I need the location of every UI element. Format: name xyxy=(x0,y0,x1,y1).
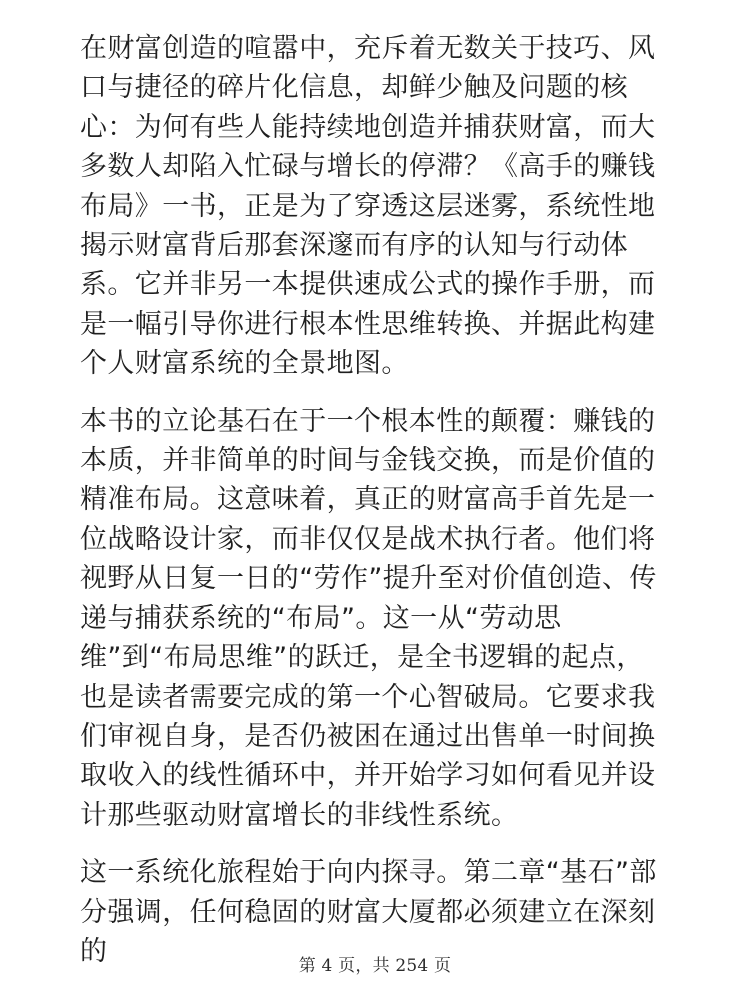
page-number-footer: 第 4 页，共 254 页 xyxy=(298,956,452,976)
document-body xyxy=(80,29,670,971)
paragraph-core-thesis: 本书的立论基石在于一个根本性的颠覆：赚钱的本质，并非简单的时间与金钱交换，而是价值的精准布局。这意味着，真正的财富高手首先是一位战略设计家，而非仅仅是战术执行者。他们将视野从日复一日的“劳作”提升至对价值创造、传递与捕获系统的“布局”。这一从“劳动思维”到“布局思维”的跃迁，是全书逻辑的起点，也是读者需要完成的第一个心智破局。它要求我们审视自身，是否仍被困在通过出售单一时间换取收入的线性循环中，并开始学习如何看见并设计那些驱动财富增长的非线性系统。 xyxy=(80,405,657,831)
paragraph-intro: 在财富创造的喧嚣中，充斥着无数关于技巧、风口与捷径的碎片化信息，却鲜少触及问题的核心：为何有些人能持续地创造并捕获财富，而大多数人却陷入忙碌与增长的停滞？《高手的赚钱布局》一书，正是为了穿透这层迷雾，系统性地揭示财富背后那套深邃而有序的认知与行动体系。它并非另一本提供速成公式的操作手册，而是一幅引导你进行根本性思维转换、并据此构建个人财富系统的全景地图。 xyxy=(80,33,656,380)
paragraph-chapter-two: 这一系统化旅程始于向内探寻。第二章“基石”部分强调，任何稳固的财富大厦都必须建立在深刻的 xyxy=(80,857,657,967)
